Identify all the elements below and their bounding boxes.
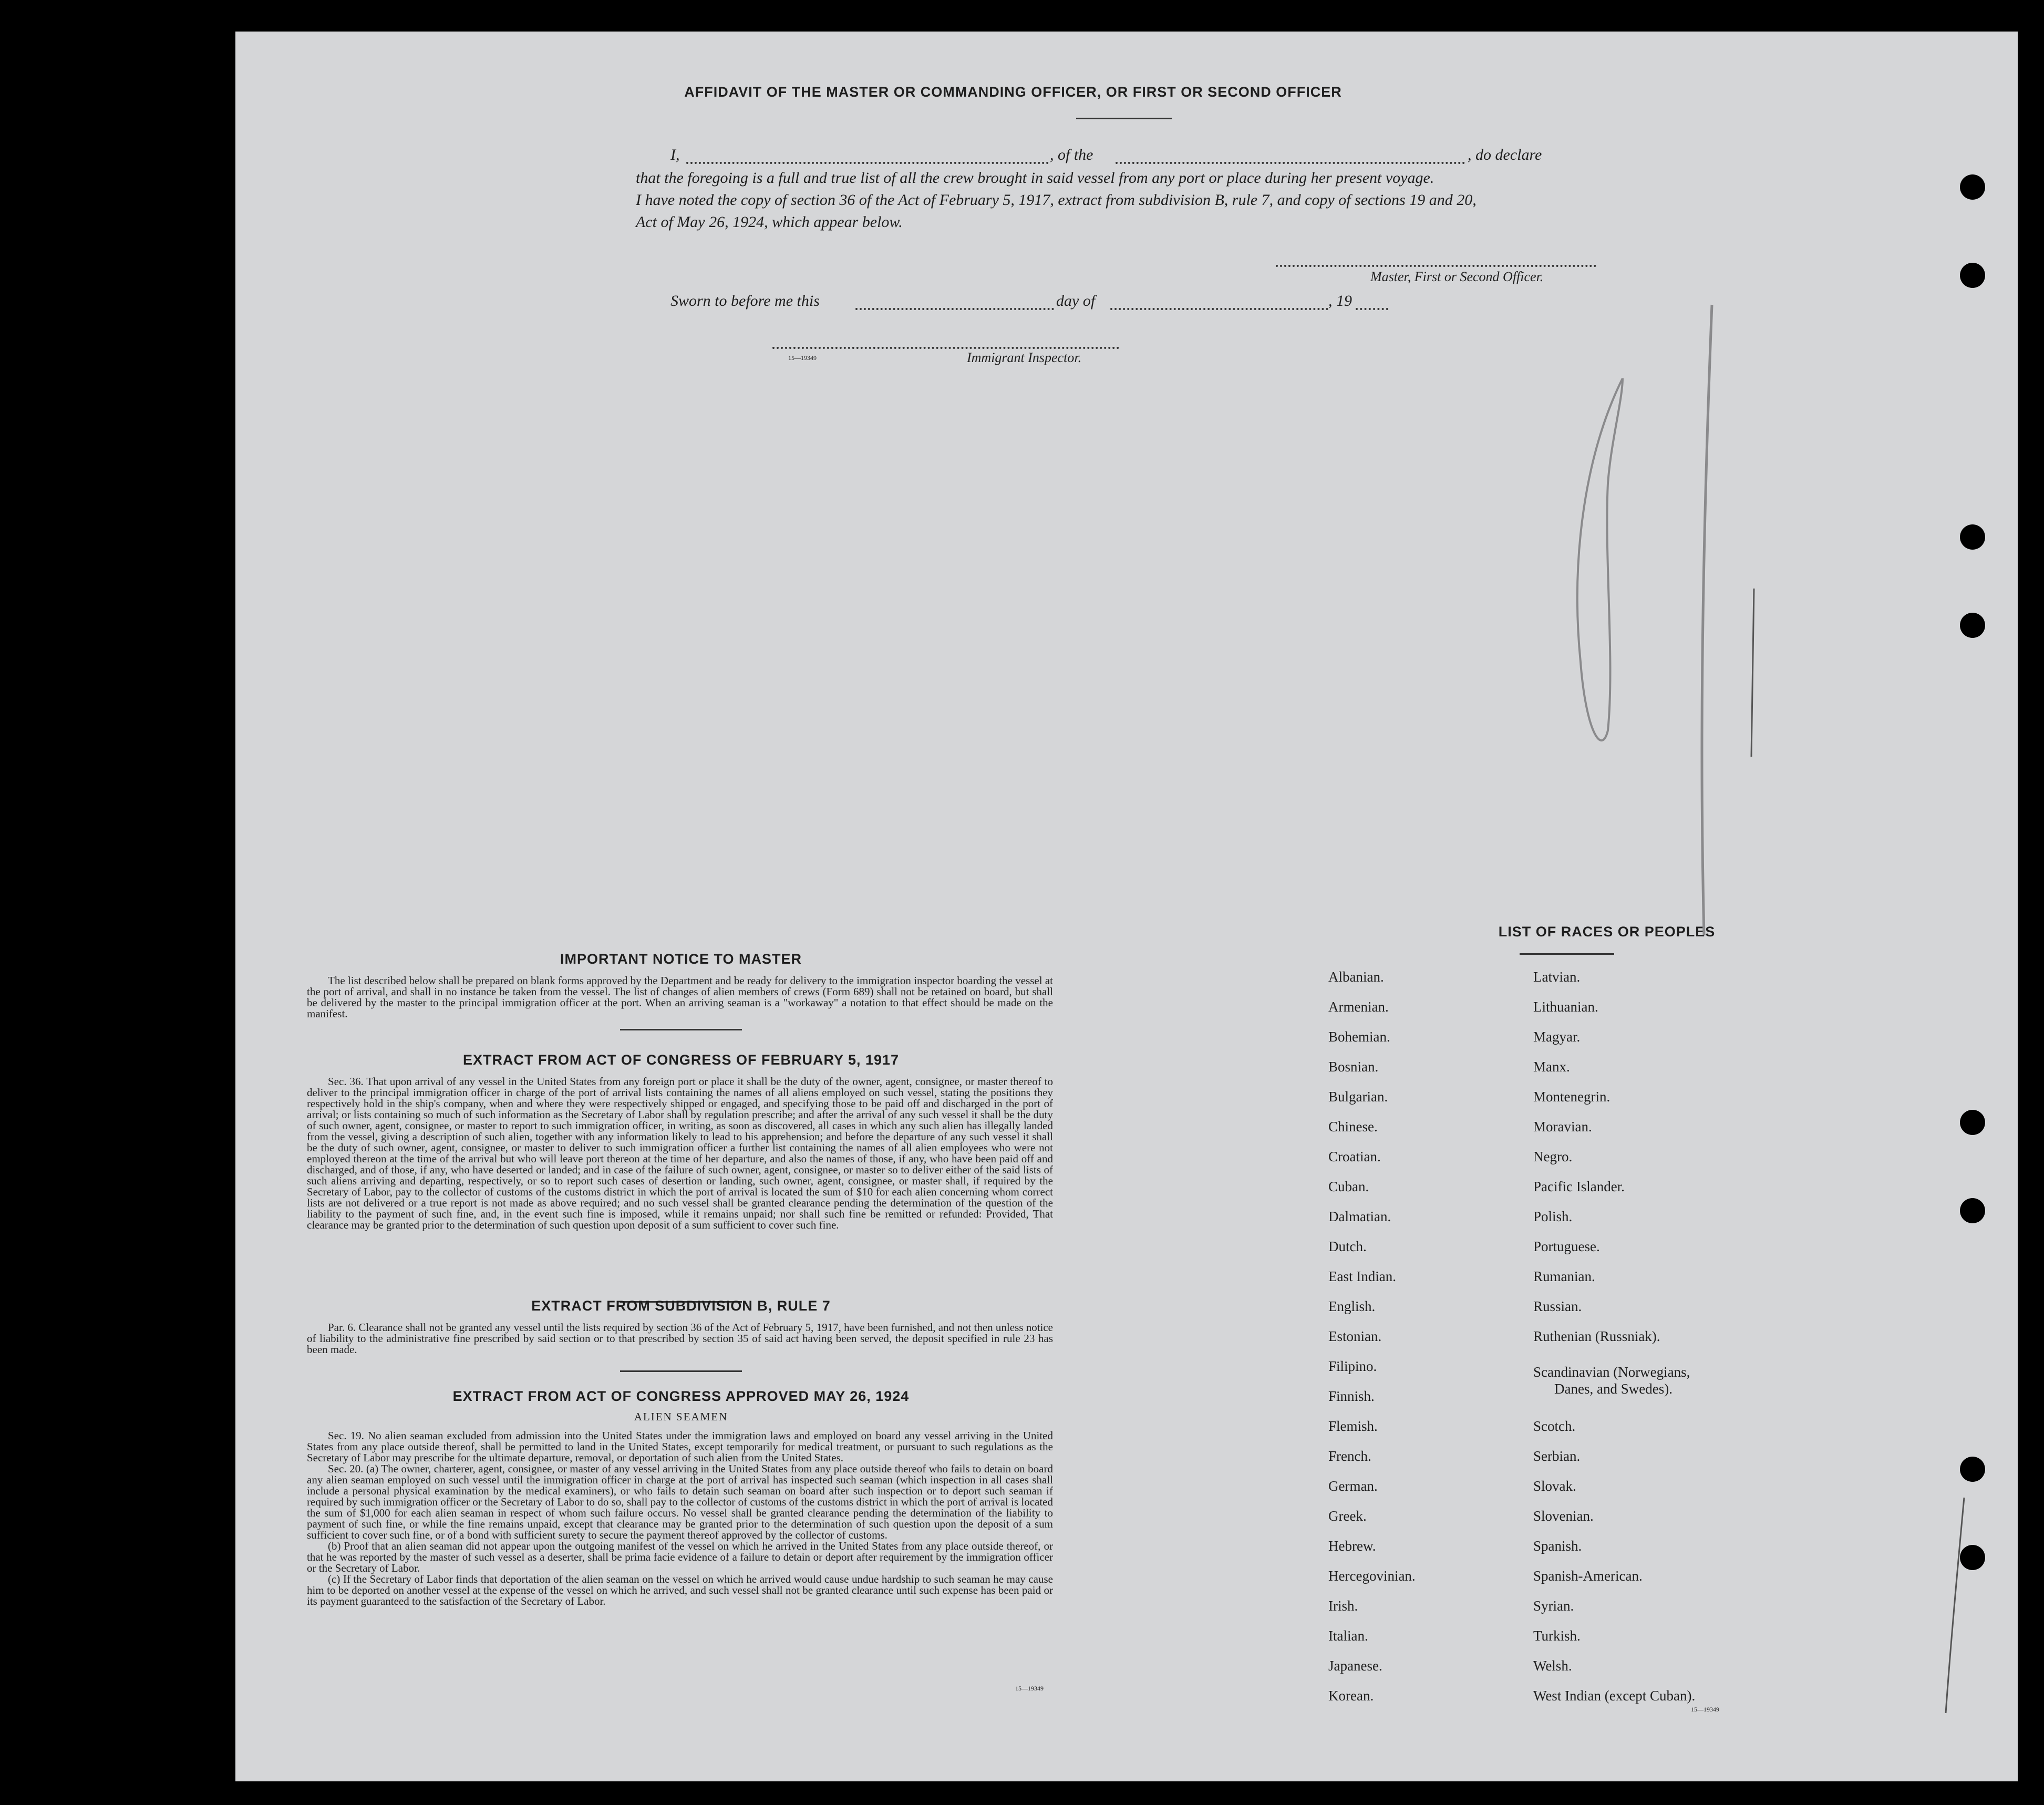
race-item: Danes, and Swedes). <box>1554 1381 1673 1397</box>
race-item: Russian. <box>1533 1298 1582 1314</box>
affidavit-form-number: 15—19349 <box>788 354 817 362</box>
rule-7-text: Par. 6. Clearance shall not be granted any vessel until the lists required by section 36 of the Act of February 5, 1917, have been furnished, and not then unless notice of liability to the administrative fine prescribed by said section or to that prescribed by section 35 of said act having been served, the deposit specified in rule 23 has been made. <box>307 1321 1053 1356</box>
race-item: Flemish. <box>1328 1418 1378 1434</box>
binder-hole <box>1960 1457 1985 1482</box>
races-form-number: 15—19349 <box>1691 1706 1719 1713</box>
race-item: Korean. <box>1328 1688 1374 1704</box>
extract-1924-title: EXTRACT FROM ACT OF CONGRESS APPROVED MAY 26, 1924 <box>452 1388 910 1404</box>
day-of-label: day of <box>1056 292 1096 310</box>
race-item: Negro. <box>1533 1149 1573 1164</box>
race-item: Rumanian. <box>1533 1268 1595 1284</box>
race-item: German. <box>1328 1478 1378 1494</box>
race-item: West Indian (except Cuban). <box>1533 1688 1696 1704</box>
extract-form-number: 15—19349 <box>1015 1685 1044 1692</box>
affidavit-declare-label: , do declare <box>1468 146 1542 163</box>
affidavit-title: AFFIDAVIT OF THE MASTER OR COMMANDING OFFICER, OR FIRST OR SECOND OFFICER <box>684 84 1342 100</box>
race-item: Italian. <box>1328 1628 1368 1644</box>
binder-hole <box>1960 263 1985 288</box>
race-item: English. <box>1328 1298 1376 1314</box>
race-item: Spanish-American. <box>1533 1568 1643 1584</box>
race-item: Hebrew. <box>1328 1538 1376 1554</box>
rule-7-title: EXTRACT FROM SUBDIVISION B, RULE 7 <box>531 1298 831 1314</box>
sworn-label: Sworn to before me this <box>670 292 820 310</box>
race-item: Moravian. <box>1533 1119 1592 1134</box>
race-item: Lithuanian. <box>1533 999 1598 1015</box>
race-item: Filipino. <box>1328 1358 1377 1374</box>
race-item: Manx. <box>1533 1059 1570 1075</box>
races-title: LIST OF RACES OR PEOPLES <box>1498 924 1716 940</box>
race-item: Estonian. <box>1328 1328 1382 1344</box>
race-item: Spanish. <box>1533 1538 1582 1554</box>
race-item: Scotch. <box>1533 1418 1576 1434</box>
alien-seamen-subtitle: ALIEN SEAMEN <box>634 1410 728 1423</box>
race-item: Latvian. <box>1533 969 1581 985</box>
master-signature-label: Master, First or Second Officer. <box>1370 269 1544 284</box>
race-item: Slovenian. <box>1533 1508 1594 1524</box>
race-item: Cuban. <box>1328 1179 1369 1194</box>
race-item: Hercegovinian. <box>1328 1568 1416 1584</box>
race-item: Bohemian. <box>1328 1029 1390 1045</box>
affidavit-line-2: that the foregoing is a full and true list of all the crew brought in said vessel from any port or place during her present voyage. <box>636 169 1434 187</box>
binder-hole <box>1960 613 1985 638</box>
race-item: Welsh. <box>1533 1658 1572 1674</box>
race-item: Bosnian. <box>1328 1059 1379 1075</box>
race-item: Armenian. <box>1328 999 1389 1015</box>
binder-hole <box>1960 174 1985 200</box>
race-item: Albanian. <box>1328 969 1384 985</box>
race-item: Scandinavian (Norwegians, <box>1533 1364 1690 1380</box>
race-item: Greek. <box>1328 1508 1367 1524</box>
race-item: French. <box>1328 1448 1371 1464</box>
race-item: Montenegrin. <box>1533 1089 1611 1105</box>
year-label: , 19 <box>1328 292 1352 310</box>
binder-hole <box>1960 1545 1985 1570</box>
section-20a-text: Sec. 20. (a) The owner, charterer, agent, consignee, or master of any vessel arriving in the United States from any place outside thereof who fails to detain on board any alien seaman employed on such vessel until the immigration officer in charge at the port of arrival has inspected such seaman (which inspection in all cases shall include a personal physical examination by the medical examiners), or who fails to detain such seaman on board after such inspection or to deport such seaman if required by such immigration officer or the Secretary of Labor to do so, shall pay to the collector of customs of the customs district in which the port of arrival is located the sum of $1,000 for each alien seaman in respect of whom such failure occurs. No vessel shall be granted clearance pending the determination of the liability to payment of such fine, or while the fine remains unpaid, except that clearance may be granted prior to the determination of such question upon the deposit of a sum sufficient to cover such fine, or of a bond with sufficient surety to secure the payment thereof approved by the collector of customs. <box>307 1462 1053 1541</box>
affidavit-i-label: I, <box>670 146 680 163</box>
extract-1917-title: EXTRACT FROM ACT OF CONGRESS OF FEBRUARY 5, 1917 <box>462 1052 900 1068</box>
race-item: Irish. <box>1328 1598 1358 1614</box>
race-item: Chinese. <box>1328 1119 1378 1134</box>
notice-title: IMPORTANT NOTICE TO MASTER <box>560 951 802 967</box>
pencil-marks <box>235 32 2018 1781</box>
binder-hole <box>1960 1198 1985 1223</box>
race-item: Croatian. <box>1328 1149 1381 1164</box>
race-item: Bulgarian. <box>1328 1089 1388 1105</box>
section-20b-text: (b) Proof that an alien seaman did not appear upon the outgoing manifest of the vessel on which he arrived in the United States from any place outside thereof, or that he was reported by the master of such vessel as a deserter, shall be prima facie evidence of a failure to detain or deport after requirement by the immigration officer or the Secretary of Labor. <box>307 1540 1053 1574</box>
inspector-label: Immigrant Inspector. <box>967 350 1082 365</box>
race-item: Pacific Islander. <box>1533 1179 1625 1194</box>
race-item: Magyar. <box>1533 1029 1581 1045</box>
form-page <box>235 32 2018 1781</box>
race-item: Portuguese. <box>1533 1239 1600 1254</box>
race-item: Polish. <box>1533 1209 1573 1224</box>
extract-1917-text: Sec. 36. That upon arrival of any vessel in the United States from any foreign port or place it shall be the duty of the owner, agent, consignee, or master thereof to deliver to the principal immigration officer in charge of the port of arrival lists containing the names of all aliens employed on such vessel, stating the positions they respectively hold in the ship's company, when and where they were respectively shipped or engaged, and specifying those to be paid off and discharged in the port of arrival; or lists containing so much of such information as the Secretary of Labor shall by regulation prescribe; and after the arrival of any such vessel it shall be the duty of such owner, agent, consignee, or master to report to such immigration officer, in writing, as soon as discovered, all cases in which any such alien has illegally landed from the vessel, giving a description of such alien, together with any information likely to lead to his apprehension; and before the departure of any such vessel it shall be the duty of such owner, agent, consignee, or master to deliver to such immigration officer a further list containing the names of all alien employees who were not employed thereon at the time of the arrival but who will leave port thereon at the time of her departure, and also the names of those, if any, who have been paid off and discharged, and of those, if any, who have deserted or landed; and in case of the failure of such owner, agent, consignee, or master so to deliver either of the said lists of such aliens arriving and departing, respectively, or so to report such cases of desertion or landing, such owner, agent, consignee, or master shall, if required by the Secretary of Labor, pay to the collector of customs of the customs district in which the port of arrival is located the sum of $10 for each alien concerning whom correct lists are not delivered or a true report is not made as above required; and no such vessel shall be granted clearance pending the determination of the question of the liability to the payment of such fine, and, in the event such fine is imposed, while it remains unpaid; nor shall such fine be remitted or refunded: Provided, That clearance may be granted prior to the determination of such question upon deposit of a sum sufficient to cover such fine. <box>307 1075 1053 1231</box>
notice-text: The list described below shall be prepared on blank forms approved by the Department and be ready for delivery to the immigration inspector boarding the vessel at the port of arrival, and shall in no instance be taken from the vessel. The list of changes of alien members of crews (Form 689) shall not be retained on board, but shall be delivered by the master to the principal immigration officer at the port. When an arriving seaman is a "workaway" a notation to that effect should be made on the manifest. <box>307 974 1053 1020</box>
race-item: Turkish. <box>1533 1628 1581 1644</box>
section-20c-text: (c) If the Secretary of Labor finds that deportation of the alien seaman on the vessel on which he arrived would cause undue hardship to such seaman he may cause him to be deported on another vessel at the expense of the vessel on which he arrived, and such vessel shall not be granted clearance until such expense has been paid or its payment guaranteed to the satisfaction of the Secretary of Labor. <box>307 1573 1053 1607</box>
race-item: Finnish. <box>1328 1388 1375 1404</box>
race-item: Serbian. <box>1533 1448 1581 1464</box>
affidavit-line-3: I have noted the copy of section 36 of the Act of February 5, 1917, extract from subdivision B, rule 7, and copy of sections 19 and 20, <box>636 191 1477 209</box>
affidavit-of-the-label: , of the <box>1050 146 1093 163</box>
section-19-text: Sec. 19. No alien seaman excluded from admission into the United States under the immigration laws and employed on board any vessel arriving in the United States from any place outside thereof, shall be permitted to land in the United States, except temporarily for medical treatment, or pursuant to such regulations as the Secretary of Labor may prescribe for the ultimate departure, removal, or deportation of such alien from the United States. <box>307 1429 1053 1464</box>
race-item: East Indian. <box>1328 1268 1396 1284</box>
race-item: Dalmatian. <box>1328 1209 1391 1224</box>
race-item: Slovak. <box>1533 1478 1576 1494</box>
race-item: Syrian. <box>1533 1598 1574 1614</box>
binder-hole <box>1960 524 1985 550</box>
affidavit-line-4: Act of May 26, 1924, which appear below. <box>636 213 903 231</box>
race-item: Ruthenian (Russniak). <box>1533 1328 1660 1344</box>
binder-hole <box>1960 1110 1985 1135</box>
race-item: Dutch. <box>1328 1239 1367 1254</box>
race-item: Japanese. <box>1328 1658 1382 1674</box>
